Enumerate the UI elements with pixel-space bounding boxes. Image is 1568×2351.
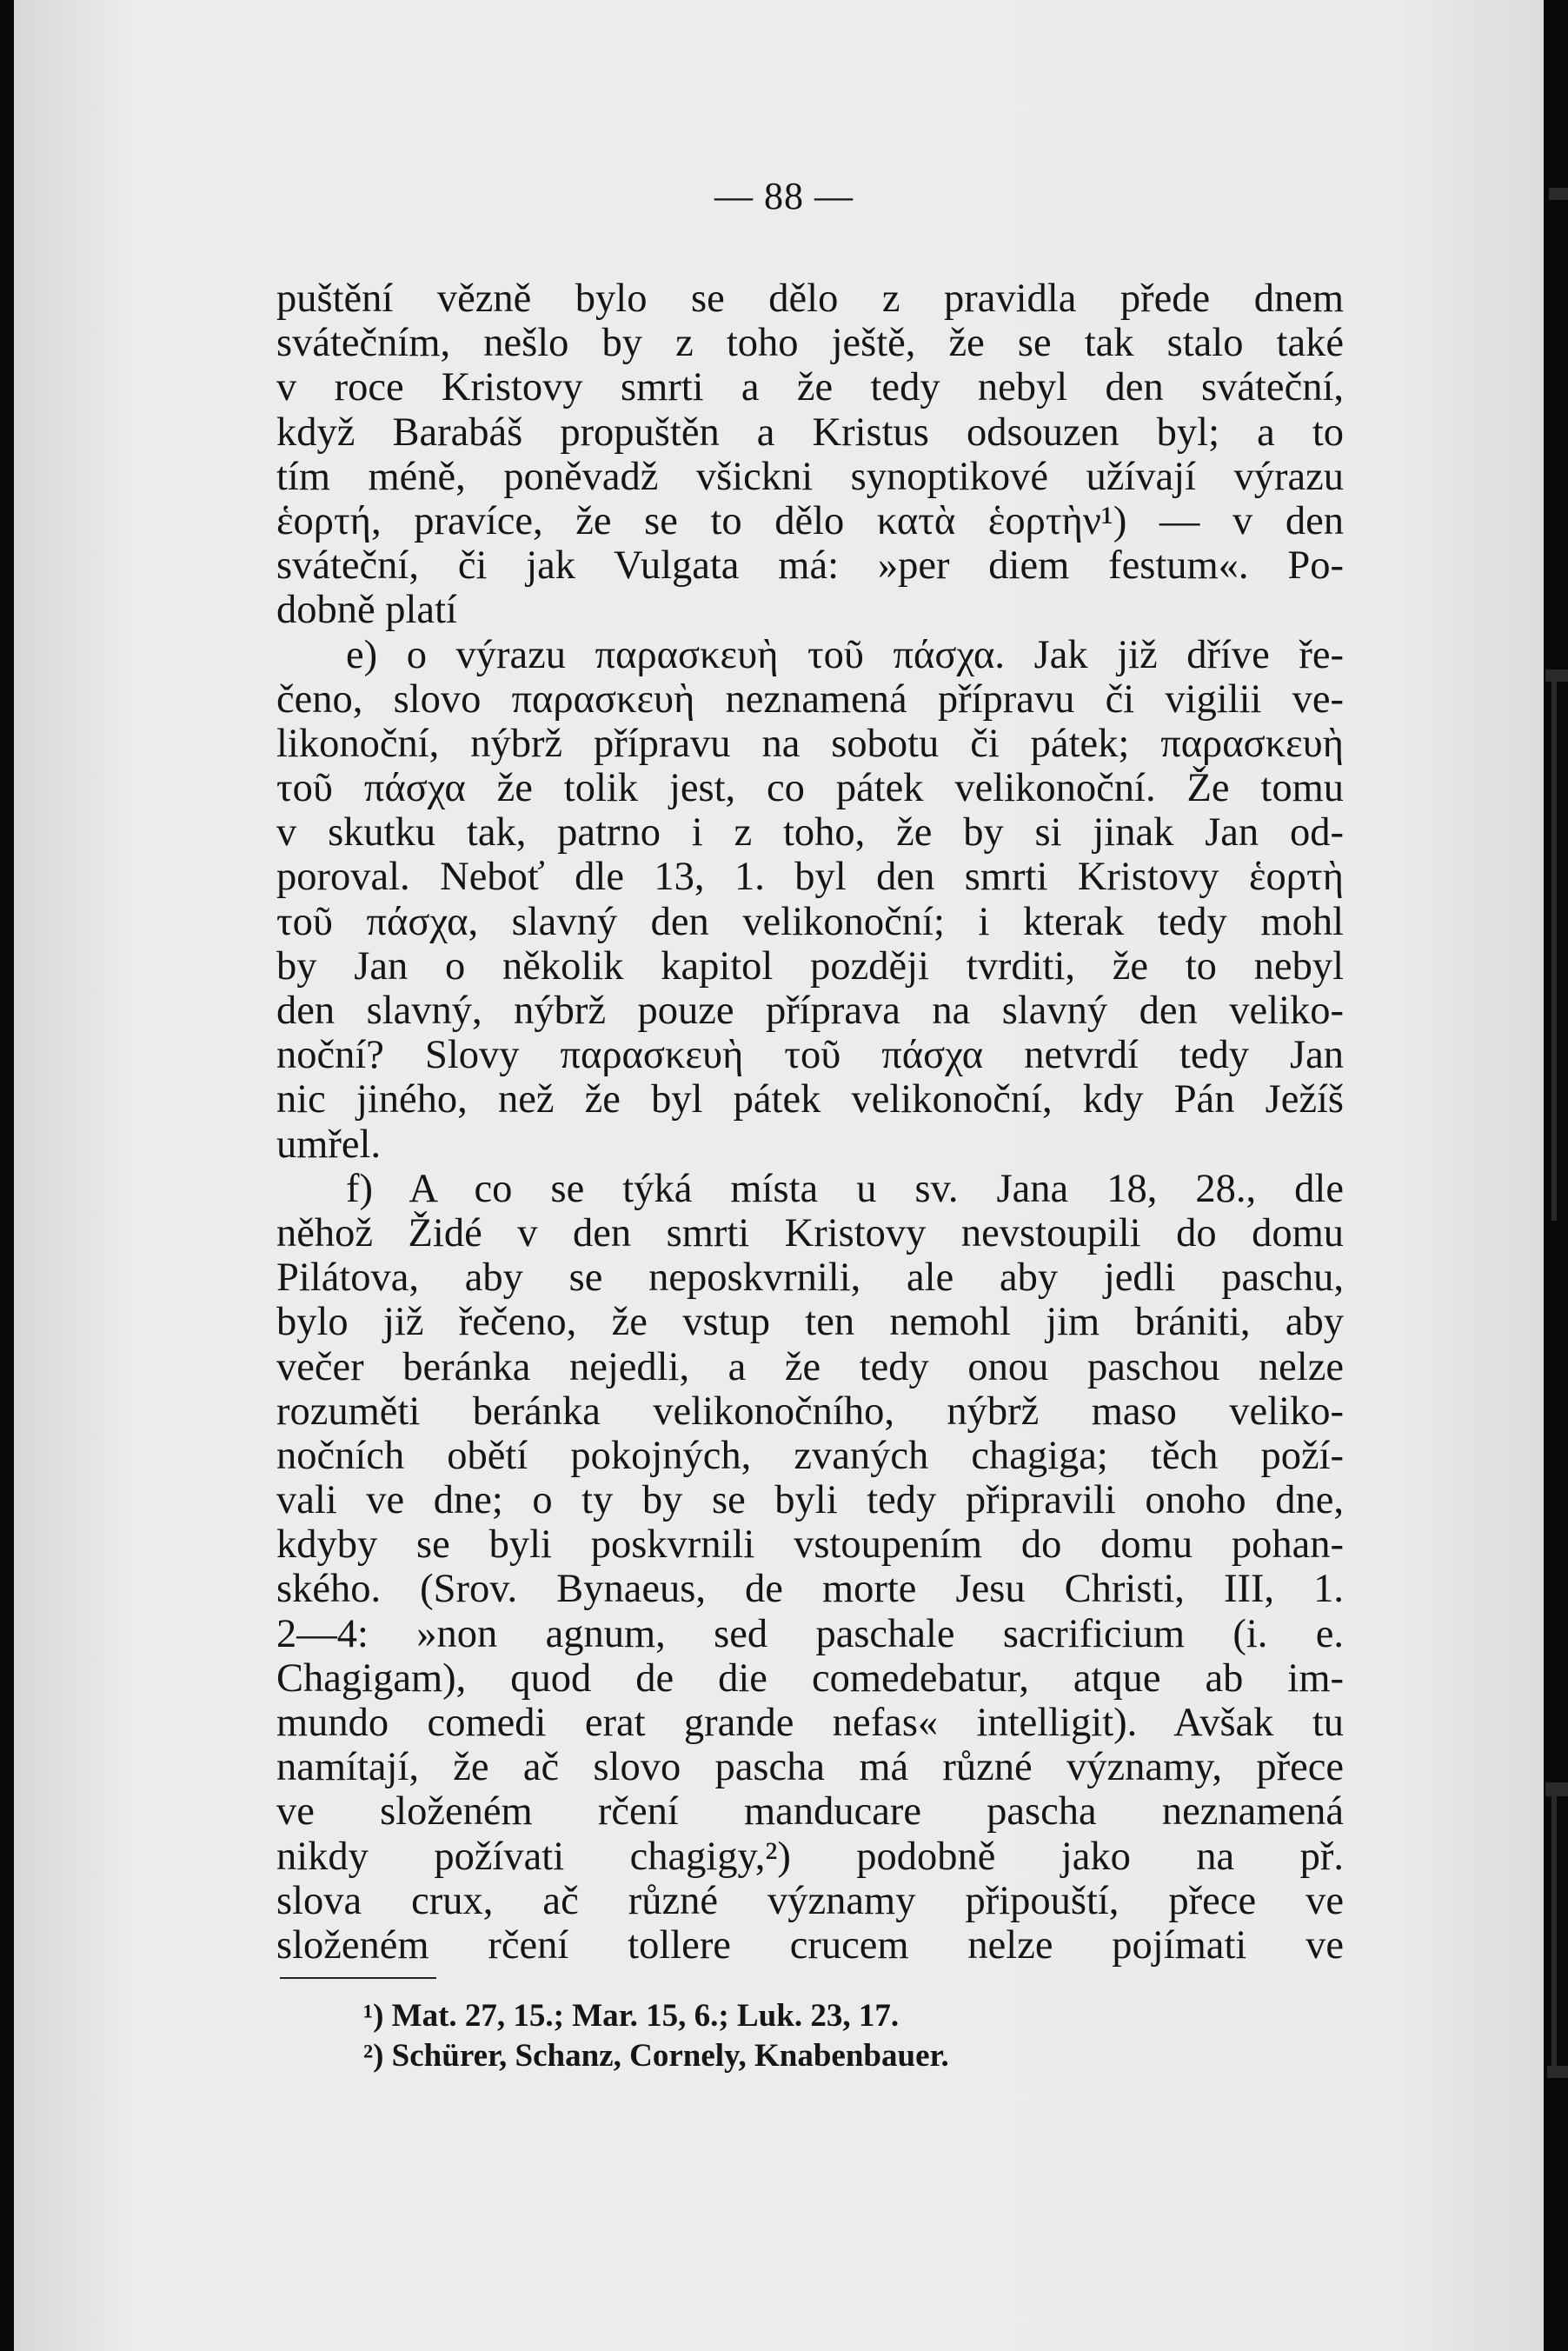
scan-mark: [1551, 1796, 1557, 2066]
scan-mark: [1549, 188, 1568, 200]
text-line: puštění vězně bylo se dělo z pravidla přede dnem: [276, 276, 1344, 321]
text-line: poroval. Neboť dle 13, 1. byl den smrti Kristovy ἑορτὴ: [276, 855, 1344, 900]
text-line: když Barabáš propuštěn a Kristus odsouzen byl; a to: [276, 410, 1344, 455]
text-line: v roce Kristovy smrti a že tedy nebyl den sváteční,: [276, 365, 1344, 410]
text-line: namítají, že ač slovo pascha má různé významy, přece: [276, 1745, 1344, 1790]
footnote: ²) Schürer, Schanz, Cornely, Knabenbauer.: [363, 2038, 949, 2074]
text-line: svátečním, nešlo by z toho ještě, že se tak stalo také: [276, 321, 1344, 366]
body-text: [276, 276, 1344, 1968]
text-line: e) o výrazu παρασκευὴ τοῦ πάσχα. Jak již dříve ře-: [346, 632, 1344, 677]
text-line: kdyby se byli poskvrnili vstoupením do domu pohan-: [276, 1522, 1344, 1568]
text-line: něhož Židé v den smrti Kristovy nevstoupili do domu: [276, 1210, 1344, 1255]
text-line: 2—4: »non agnum, sed paschale sacrificium (i. e.: [276, 1611, 1344, 1656]
text-line: v skutku tak, patrno i z toho, že by si jinak Jan od-: [276, 810, 1344, 856]
text-line: umřel.: [276, 1122, 382, 1167]
text-line: rozuměti beránka velikonočního, nýbrž maso veliko-: [276, 1389, 1344, 1434]
text-line: likonoční, nýbrž přípravu na sobotu či pátek; παρασκευὴ: [276, 721, 1344, 766]
text-line: večer beránka nejedli, a že tedy onou paschou nelze: [276, 1344, 1344, 1389]
footnote-divider: [280, 1977, 436, 1979]
text-line: sváteční, či jak Vulgata má: »per diem festum«. Po-: [276, 543, 1344, 589]
text-line: dobně platí: [276, 588, 457, 633]
text-line: f) A co se týká místa u sv. Jana 18, 28., dle: [346, 1166, 1344, 1211]
text-line: slova crux, ač různé významy připouští, přece ve: [276, 1878, 1344, 1923]
text-line: nočních obětí pokojných, zvaných chagiga; těch poží-: [276, 1433, 1344, 1478]
text-line: mundo comedi erat grande nefas« intelligit). Avšak tu: [276, 1701, 1344, 1745]
text-line: tím méně, poněvadž všickni synoptikové užívají výrazu: [276, 454, 1344, 499]
scan-mark: [1547, 2066, 1568, 2078]
text-line: τοῦ πάσχα, slavný den velikonoční; i kterak tedy mohl: [276, 899, 1344, 944]
text-line: noční? Slovy παρασκευὴ τοῦ πάσχα netvrdí tedy Jan: [276, 1033, 1344, 1078]
text-line: čeno, slovo παρασκευὴ neznamená přípravu či vigilii ve-: [276, 676, 1344, 722]
page-number: — 88 —: [714, 175, 854, 217]
text-line: ve složeném rčení manducare pascha neznamená: [276, 1789, 1344, 1835]
footnotes: [363, 1996, 949, 2076]
text-line: nikdy požívati chagigy,²) podobně jako na př.: [276, 1834, 1344, 1879]
text-line: nic jiného, než že byl pátek velikonoční, kdy Pán Ježíš: [276, 1077, 1344, 1122]
scan-mark: [1551, 682, 1557, 1221]
text-line: τοῦ πάσχα že tolik jest, co pátek velikonoční. Že tomu: [276, 766, 1344, 811]
footnote: ¹) Mat. 27, 15.; Mar. 15, 6.; Luk. 23, 17.: [363, 1998, 900, 2034]
text-line: ἑορτή, pravíce, že se to dělo κατὰ ἑορτὴν¹) — v den: [276, 498, 1344, 543]
text-line: vali ve dne; o ty by se byli tedy připravili onoho dne,: [276, 1478, 1344, 1523]
scan-mark: [1545, 1782, 1568, 1796]
text-line: den slavný, nýbrž pouze příprava na slavný den veliko-: [276, 989, 1344, 1033]
text-line: bylo již řečeno, že vstup ten nemohl jim brániti, aby: [276, 1300, 1344, 1345]
text-line: složeném rčení tollere crucem nelze pojímati ve: [276, 1922, 1344, 1968]
text-line: by Jan o několik kapitol později tvrditi, že to nebyl: [276, 943, 1344, 989]
text-line: ského. (Srov. Bynaeus, de morte Jesu Christi, III, 1.: [276, 1567, 1344, 1612]
scan-mark: [1545, 669, 1568, 682]
text-line: Chagigam), quod de die comedebatur, atque ab im-: [276, 1655, 1344, 1701]
text-line: Pilátova, aby se neposkvrnili, ale aby jedli paschu,: [276, 1255, 1344, 1301]
